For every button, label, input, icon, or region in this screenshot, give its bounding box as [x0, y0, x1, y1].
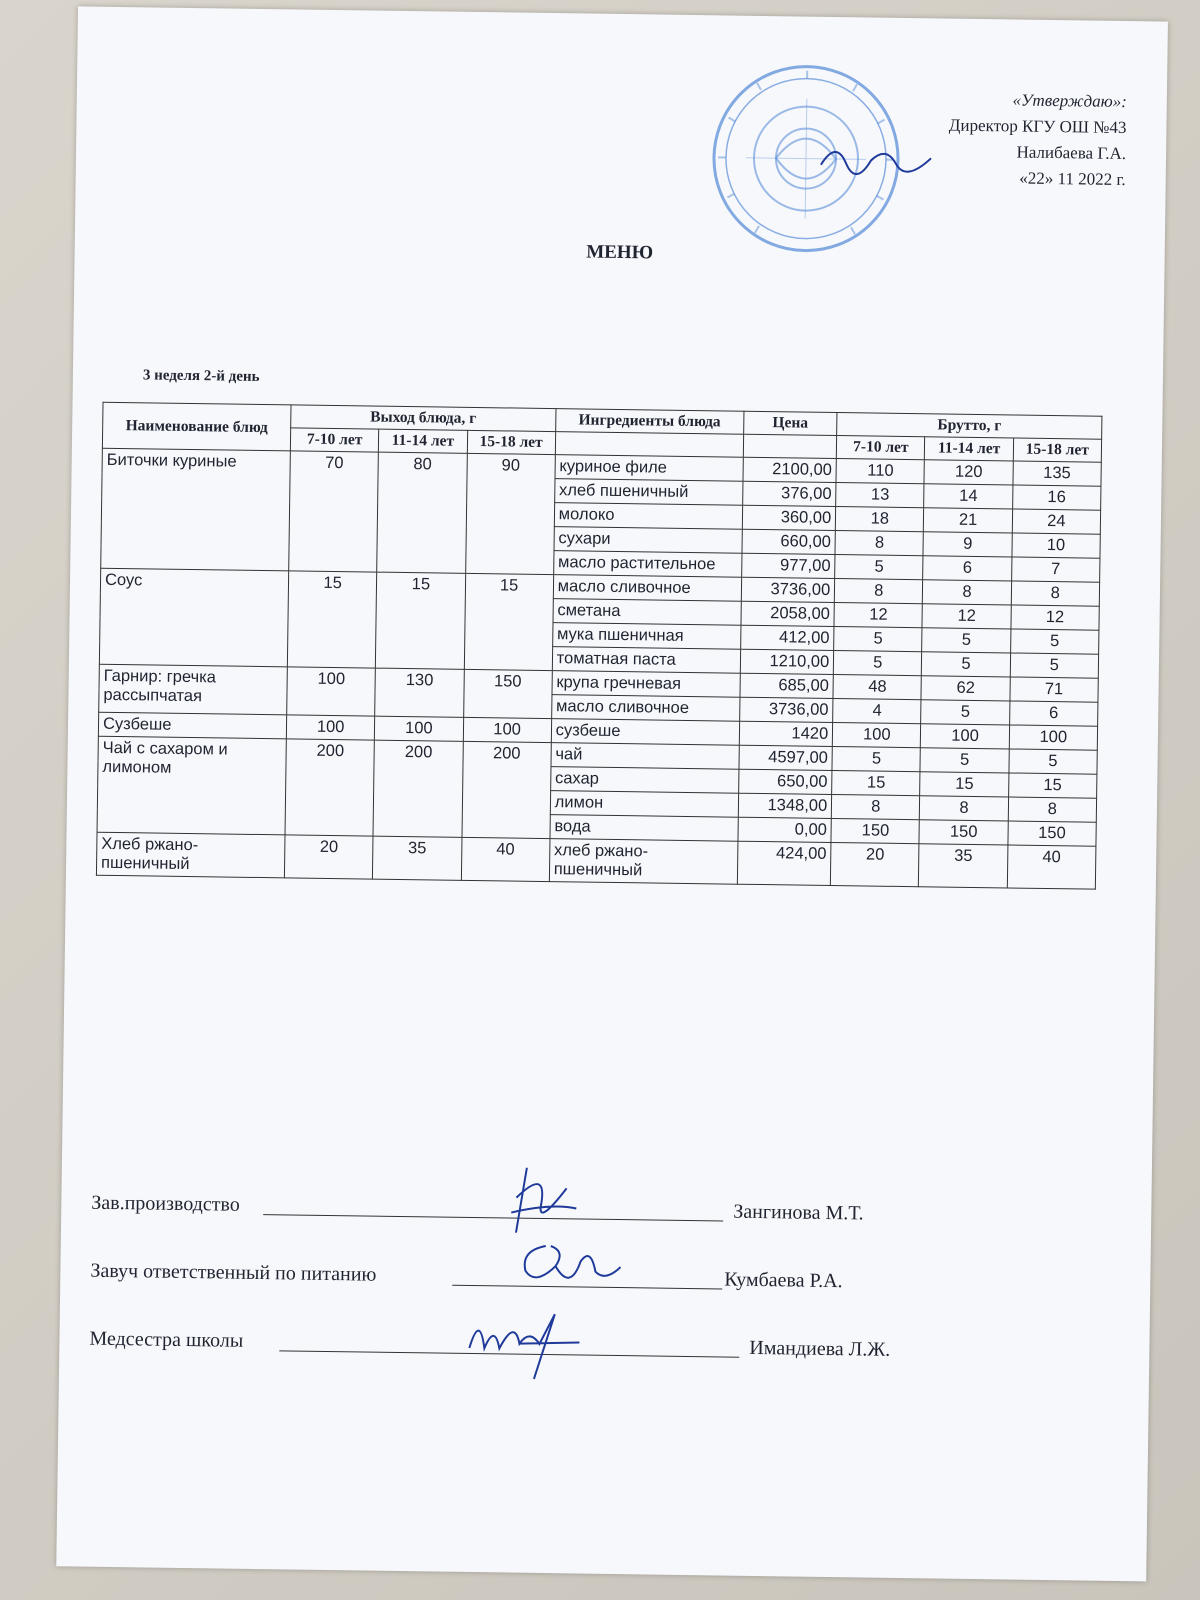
price-cell: 3736,00: [741, 577, 835, 602]
header-out-age-3: 15-18 лет: [467, 430, 556, 454]
price-cell: 360,00: [742, 505, 836, 530]
brutto-cell: 5: [1009, 749, 1098, 774]
output-cell: 15: [287, 571, 377, 668]
ingredient-cell: хлеб пшеничный: [554, 479, 742, 506]
header-br-age-2: 11-14 лет: [925, 437, 1014, 461]
brutto-cell: 8: [832, 794, 921, 819]
brutto-cell: 100: [1009, 725, 1098, 750]
ingredient-cell: молоко: [554, 503, 742, 530]
brutto-cell: 150: [919, 820, 1008, 845]
header-out-age-1: 7-10 лет: [290, 428, 379, 452]
price-cell: 660,00: [742, 529, 836, 554]
brutto-cell: 20: [831, 842, 920, 886]
brutto-cell: 110: [836, 459, 925, 484]
ingredient-cell: томатная паста: [552, 647, 740, 674]
brutto-cell: 5: [1010, 653, 1099, 678]
brutto-cell: 24: [1012, 509, 1101, 534]
approval-name: Налибаева Г.А.: [1016, 142, 1127, 164]
brutto-cell: 8: [923, 580, 1012, 605]
output-cell: 20: [284, 835, 373, 879]
dish-name-cell: Сузбеше: [98, 712, 286, 739]
price-cell: 3736,00: [739, 697, 833, 722]
price-cell: 1210,00: [740, 649, 834, 674]
header-out-age-2: 11-14 лет: [379, 429, 468, 453]
ingredient-cell: хлеб ржано-пшеничный: [549, 839, 738, 885]
signature-name: Имандиева Л.Ж.: [749, 1336, 891, 1361]
brutto-cell: 12: [922, 604, 1011, 629]
price-cell: 0,00: [738, 817, 832, 842]
brutto-cell: 15: [1008, 773, 1097, 798]
price-cell: 376,00: [742, 481, 836, 506]
output-cell: 200: [373, 740, 463, 837]
price-cell: 2100,00: [743, 457, 837, 482]
header-output: Выход блюда, г: [291, 405, 556, 432]
approval-block: [948, 87, 1127, 193]
output-cell: 150: [463, 669, 552, 718]
output-cell: 70: [289, 451, 379, 572]
ingredient-cell: крупа гречневая: [552, 671, 740, 698]
price-cell: 424,00: [737, 841, 831, 885]
brutto-cell: 21: [924, 508, 1013, 533]
dish-name-cell: Чай с сахаром и лимоном: [97, 736, 286, 835]
brutto-cell: 18: [836, 507, 925, 532]
ingredient-cell: сахар: [550, 767, 738, 794]
dish-name-cell: Соус: [99, 568, 288, 667]
approval-heading: «Утверждаю»:: [1012, 90, 1127, 112]
output-cell: 200: [285, 739, 375, 836]
brutto-cell: 4: [833, 699, 922, 724]
header-empty-price: [743, 434, 837, 458]
brutto-cell: 100: [833, 722, 922, 747]
page-subtitle: 3 неделя 2-й день: [142, 367, 260, 385]
brutto-cell: 5: [835, 555, 924, 580]
output-cell: 130: [375, 668, 464, 717]
brutto-cell: 7: [1011, 557, 1100, 582]
signature-name: Зангинова М.Т.: [733, 1200, 864, 1225]
brutto-cell: 8: [1011, 581, 1100, 606]
output-cell: 100: [463, 717, 552, 742]
ingredient-cell: куриное филе: [555, 455, 743, 482]
brutto-cell: 5: [922, 652, 1011, 677]
handwritten-signature-icon: [510, 1231, 631, 1303]
brutto-cell: 40: [1007, 845, 1096, 889]
price-cell: 2058,00: [741, 601, 835, 626]
dish-name-cell: Хлеб ржано-пшеничный: [96, 832, 285, 878]
brutto-cell: 150: [831, 818, 920, 843]
brutto-cell: 8: [920, 796, 1009, 821]
page-title: МЕНЮ: [586, 241, 654, 264]
output-cell: 35: [373, 836, 462, 880]
brutto-cell: 48: [833, 675, 922, 700]
approval-date: «22» 11 2022 г.: [1019, 168, 1126, 190]
director-signature-icon: [816, 135, 937, 187]
signature-line: [263, 1194, 723, 1221]
dish-name-cell: Биточки куриные: [101, 448, 291, 571]
output-cell: 100: [286, 715, 375, 740]
menu-table-body: [96, 448, 1101, 889]
brutto-cell: 15: [832, 770, 921, 795]
header-brutto: Брутто, г: [837, 413, 1102, 440]
brutto-cell: 6: [923, 556, 1012, 581]
ingredient-cell: сметана: [553, 599, 741, 626]
brutto-cell: 13: [836, 483, 925, 508]
output-cell: 40: [461, 837, 550, 881]
ingredient-cell: мука пшеничная: [552, 623, 740, 650]
output-cell: 100: [287, 667, 376, 716]
brutto-cell: 135: [1013, 461, 1102, 486]
document-page: [56, 6, 1168, 1581]
brutto-cell: 10: [1012, 533, 1101, 558]
brutto-cell: 8: [1008, 797, 1097, 822]
brutto-cell: 9: [923, 532, 1012, 557]
signature-label: Завуч ответственный по питанию: [90, 1259, 377, 1286]
brutto-cell: 12: [1011, 605, 1100, 630]
brutto-cell: 8: [835, 579, 924, 604]
approval-position: Директор КГУ ОШ №43: [948, 115, 1127, 138]
menu-table: [96, 402, 1103, 890]
signature-label: Медсестра школы: [89, 1327, 244, 1352]
brutto-cell: 14: [924, 484, 1013, 509]
ingredient-cell: масло сливочное: [551, 695, 739, 722]
header-dish: Наименование блюд: [102, 402, 291, 451]
brutto-cell: 35: [919, 844, 1008, 888]
price-cell: 977,00: [741, 553, 835, 578]
output-cell: 200: [461, 741, 551, 838]
output-cell: 90: [465, 453, 555, 574]
ingredient-cell: сузбеше: [551, 719, 739, 746]
output-cell: 15: [376, 572, 466, 669]
brutto-cell: 12: [834, 603, 923, 628]
signatures-block: [89, 1192, 992, 1409]
handwritten-signature-icon: [496, 1157, 587, 1238]
header-br-age-3: 15-18 лет: [1013, 438, 1102, 462]
brutto-cell: 62: [921, 676, 1010, 701]
signature-name: Кумбаева Р.А.: [724, 1268, 843, 1293]
output-cell: 80: [377, 452, 467, 573]
brutto-cell: 15: [920, 772, 1009, 797]
brutto-cell: 16: [1012, 485, 1101, 510]
signature-label: Зав.производство: [91, 1191, 240, 1216]
brutto-cell: 6: [1009, 701, 1098, 726]
dish-name-cell: Гарнир: гречка рассыпчатая: [99, 664, 288, 715]
brutto-cell: 8: [835, 531, 924, 556]
price-cell: 650,00: [738, 769, 832, 794]
brutto-cell: 150: [1008, 821, 1097, 846]
brutto-cell: 5: [832, 746, 921, 771]
price-cell: 412,00: [740, 625, 834, 650]
price-cell: 1348,00: [738, 793, 832, 818]
price-cell: 1420: [739, 721, 833, 746]
brutto-cell: 120: [924, 460, 1013, 485]
output-cell: 15: [464, 573, 554, 670]
brutto-cell: 5: [921, 700, 1010, 725]
handwritten-signature-icon: [459, 1303, 590, 1385]
brutto-cell: 71: [1010, 677, 1099, 702]
ingredient-cell: масло сливочное: [553, 575, 741, 602]
header-empty-ing: [555, 432, 743, 458]
ingredient-cell: чай: [551, 743, 739, 770]
ingredient-cell: лимон: [550, 791, 738, 818]
ingredient-cell: сухари: [554, 527, 742, 554]
output-cell: 100: [375, 716, 464, 741]
header-price: Цена: [743, 411, 837, 435]
ingredient-cell: вода: [550, 815, 738, 842]
header-ingredients: Ингредиенты блюда: [555, 409, 743, 435]
brutto-cell: 5: [834, 651, 923, 676]
price-cell: 4597,00: [739, 745, 833, 770]
brutto-cell: 5: [1010, 629, 1099, 654]
brutto-cell: 5: [834, 627, 923, 652]
price-cell: 685,00: [740, 673, 834, 698]
brutto-cell: 5: [922, 628, 1011, 653]
header-br-age-1: 7-10 лет: [837, 436, 926, 460]
brutto-cell: 100: [921, 724, 1010, 749]
brutto-cell: 5: [920, 748, 1009, 773]
signature-row: [89, 1328, 990, 1409]
ingredient-cell: масло растительное: [553, 551, 741, 578]
